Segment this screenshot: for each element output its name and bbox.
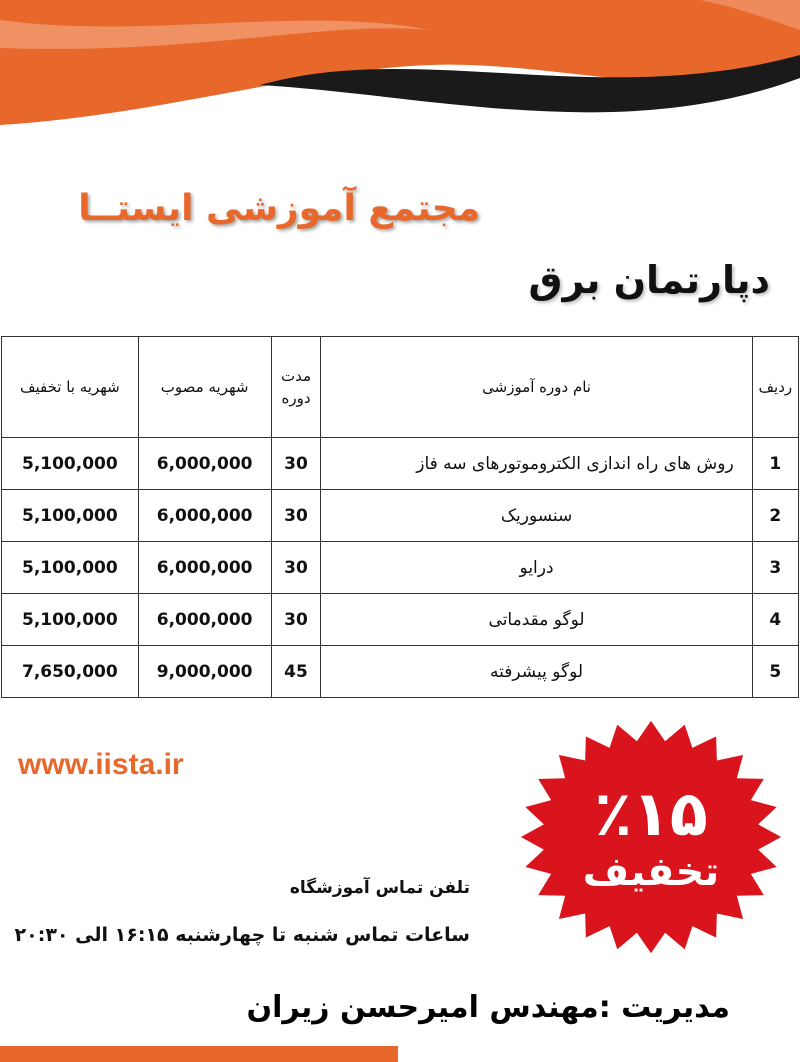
table-row: [2, 646, 799, 698]
cell-duration: 45: [271, 646, 321, 698]
cell-duration: 30: [271, 490, 321, 542]
table-row: [2, 542, 799, 594]
discount-label: تخفیف: [582, 849, 720, 895]
cell-discounted-fee: 5,100,000: [2, 594, 139, 646]
cell-course-name: درایو: [321, 542, 752, 594]
cell-approved-fee: 6,000,000: [138, 542, 271, 594]
contact-phone-title: تلفن تماس آموزشگاه: [289, 878, 470, 898]
discount-badge-text: [506, 712, 796, 962]
footer-accent-bar: [0, 1046, 398, 1062]
cell-row-number: 5: [752, 646, 798, 698]
header-wave-decoration: [0, 0, 800, 170]
cell-approved-fee: 9,000,000: [138, 646, 271, 698]
courses-table: [1, 336, 799, 698]
cell-course-name: روش های راه اندازی الکتروموتورهای سه فاز: [321, 438, 752, 490]
cell-duration: 30: [271, 594, 321, 646]
cell-approved-fee: 6,000,000: [138, 594, 271, 646]
cell-row-number: 2: [752, 490, 798, 542]
website-link[interactable]: www.iista.ir: [18, 748, 184, 781]
header-course-name: نام دوره آموزشی: [321, 337, 752, 438]
cell-course-name: لوگو پیشرفته: [321, 646, 752, 698]
cell-duration: 30: [271, 438, 321, 490]
discount-percent: ٪۱۵: [594, 777, 708, 850]
table-row: [2, 594, 799, 646]
table-header-row: [2, 337, 799, 438]
header-row-number: ردیف: [752, 337, 798, 438]
header-discounted-fee: شهریه با تخفیف: [2, 337, 139, 438]
table-row: [2, 438, 799, 490]
cell-course-name: لوگو مقدماتی: [321, 594, 752, 646]
cell-course-name: سنسوریک: [321, 490, 752, 542]
cell-row-number: 1: [752, 438, 798, 490]
table-row: [2, 490, 799, 542]
cell-discounted-fee: 7,650,000: [2, 646, 139, 698]
cell-approved-fee: 6,000,000: [138, 438, 271, 490]
cell-approved-fee: 6,000,000: [138, 490, 271, 542]
cell-duration: 30: [271, 542, 321, 594]
management-name: مدیریت :مهندس امیرحسن زیران: [246, 990, 730, 1025]
cell-row-number: 4: [752, 594, 798, 646]
header-approved-fee: شهریه مصوب: [138, 337, 271, 438]
brand-title: مجتمع آموزشی ایستــا: [78, 188, 480, 229]
cell-row-number: 3: [752, 542, 798, 594]
cell-discounted-fee: 5,100,000: [2, 438, 139, 490]
cell-discounted-fee: 5,100,000: [2, 542, 139, 594]
department-title: دپارتمان برق: [528, 258, 770, 302]
header-duration: مدت دوره: [271, 337, 321, 438]
contact-hours: ساعات تماس شنبه تا چهارشنبه ۱۶:۱۵ الی ۲۰:۳۰: [14, 924, 470, 946]
cell-discounted-fee: 5,100,000: [2, 490, 139, 542]
